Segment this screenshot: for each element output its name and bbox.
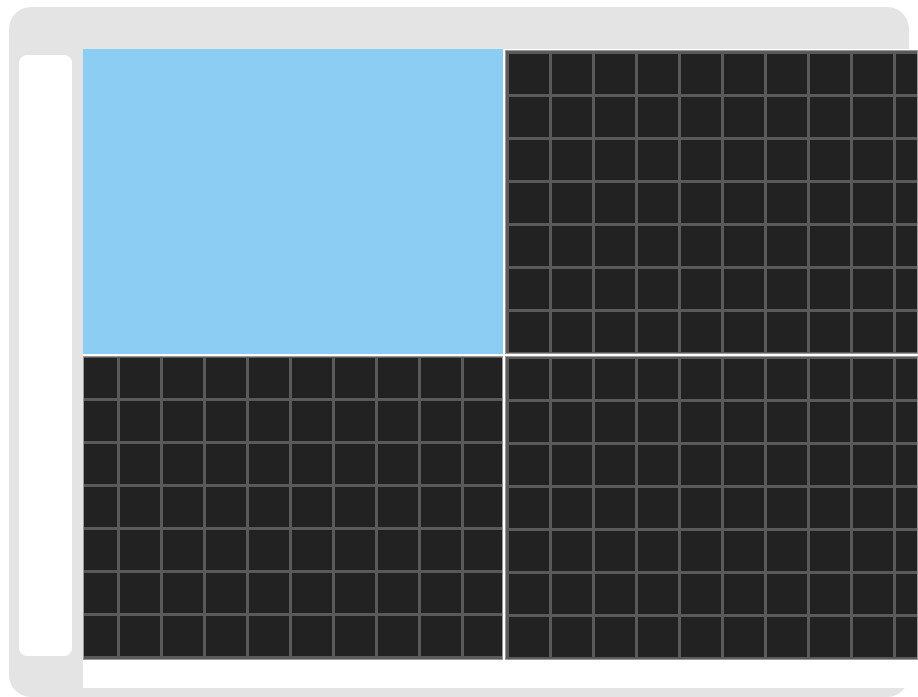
pane-top-right[interactable]: [505, 50, 918, 354]
pane-bottom-left[interactable]: [83, 356, 503, 660]
bottom-margin: [83, 660, 918, 688]
left-sidebar-panel[interactable]: [19, 55, 72, 656]
pane-bottom-right[interactable]: [505, 356, 918, 660]
pane-top-left-selected[interactable]: [83, 49, 503, 354]
pane-grid: [83, 49, 918, 660]
